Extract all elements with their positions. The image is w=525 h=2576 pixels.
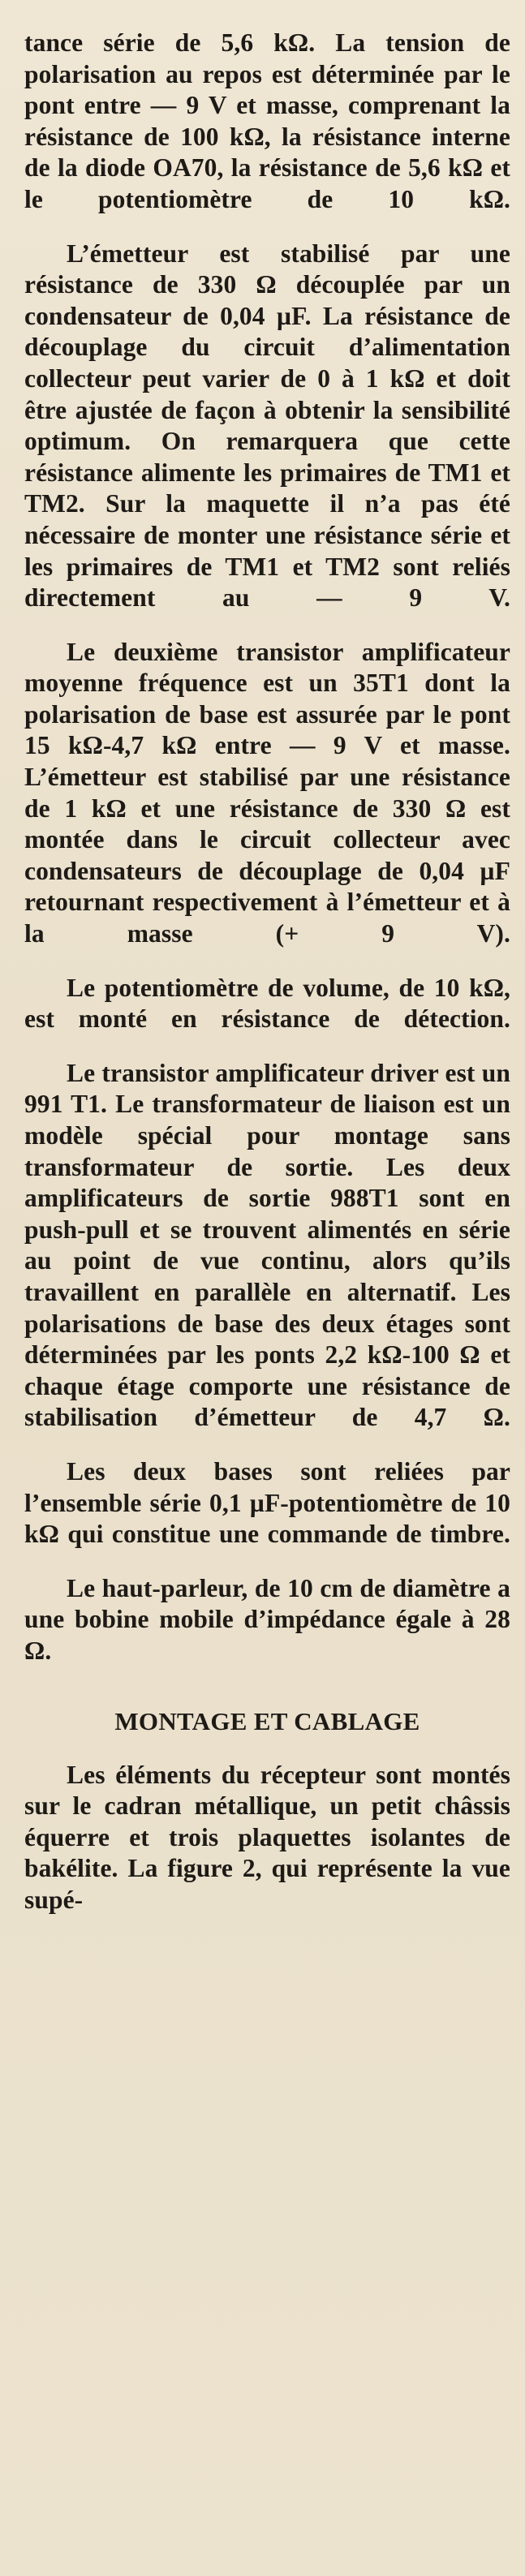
paragraph-deuxieme-transistor: Le deuxième transistor amplificateur moyenne fréquence est un 35T1 dont la polarisation de base est assurée par le pont 15 kΩ-4,7 kΩ entre — 9 V et masse. L’émetteur est stabilisé par une résistance de 1 kΩ et une résistance de 330 Ω est montée dans le circuit collecteur avec condensateurs de découplage de 0,04 µF retournant respectivement à l’émetteur et à la masse (+ 9 V). (24, 637, 510, 948)
paragraph-potentiometre-volume: Le potentiomètre de volume, de 10 kΩ, est monté en résistance de détection. (24, 973, 510, 1034)
paragraph-deux-bases: Les deux bases sont reliées par l’ensemble série 0,1 µF-potentiomètre de 10 kΩ qui constitue une commande de timbre. (24, 1456, 510, 1549)
paragraph-transistor-driver: Le transistor amplificateur driver est un 991 T1. Le transformateur de liaison est un modèle spécial pour montage sans transformateur de sortie. Les deux amplificateurs de sortie 988T1 sont en push-pull et se trouvent alimentés en série au point de vue continu, alors qu’ils travaillent en parallèle en alternatif. Les polarisations de base des deux étages sont déterminées par les ponts 2,2 kΩ-100 Ω et chaque étage comporte une résistance de stabilisation d’émetteur de 4,7 Ω. (24, 1058, 510, 1432)
paragraph-polarisation-pont: tance série de 5,6 kΩ. La tension de polarisation au repos est déterminée par le pont entre — 9 V et masse, comprenant la résistance de 100 kΩ, la résistance interne de la diode OA70, la résistance de 5,6 kΩ et le potentiomètre de 10 kΩ. (24, 28, 510, 213)
paragraph-haut-parleur: Le haut-parleur, de 10 cm de diamètre a une bobine mobile d’impédance égale à 28 Ω. (24, 1573, 510, 1665)
paragraph-elements-recepteur: Les éléments du récepteur sont montés sur le cadran métallique, un petit châssis équerre et trois plaquettes isolantes de bakélite. La figure 2, qui représente la vue supé- (24, 1760, 510, 1914)
paragraph-emetteur-stabilise: L’émetteur est stabilisé par une résistance de 330 Ω découplée par un condensateur de 0,04 µF. La résistance de découplage du circuit d’alimentation collecteur peut varier de 0 à 1 kΩ et doit être ajustée de façon à obtenir la sensibilité optimum. On remarquera que cette résistance alimente les primaires de TM1 et TM2. Sur la maquette il n’a pas été nécessaire de monter une résistance série et les primaires de TM1 et TM2 sont reliés directement au — 9 V. (24, 239, 510, 613)
section-heading-montage-cablage: MONTAGE ET CABLAGE (114, 1706, 420, 1735)
